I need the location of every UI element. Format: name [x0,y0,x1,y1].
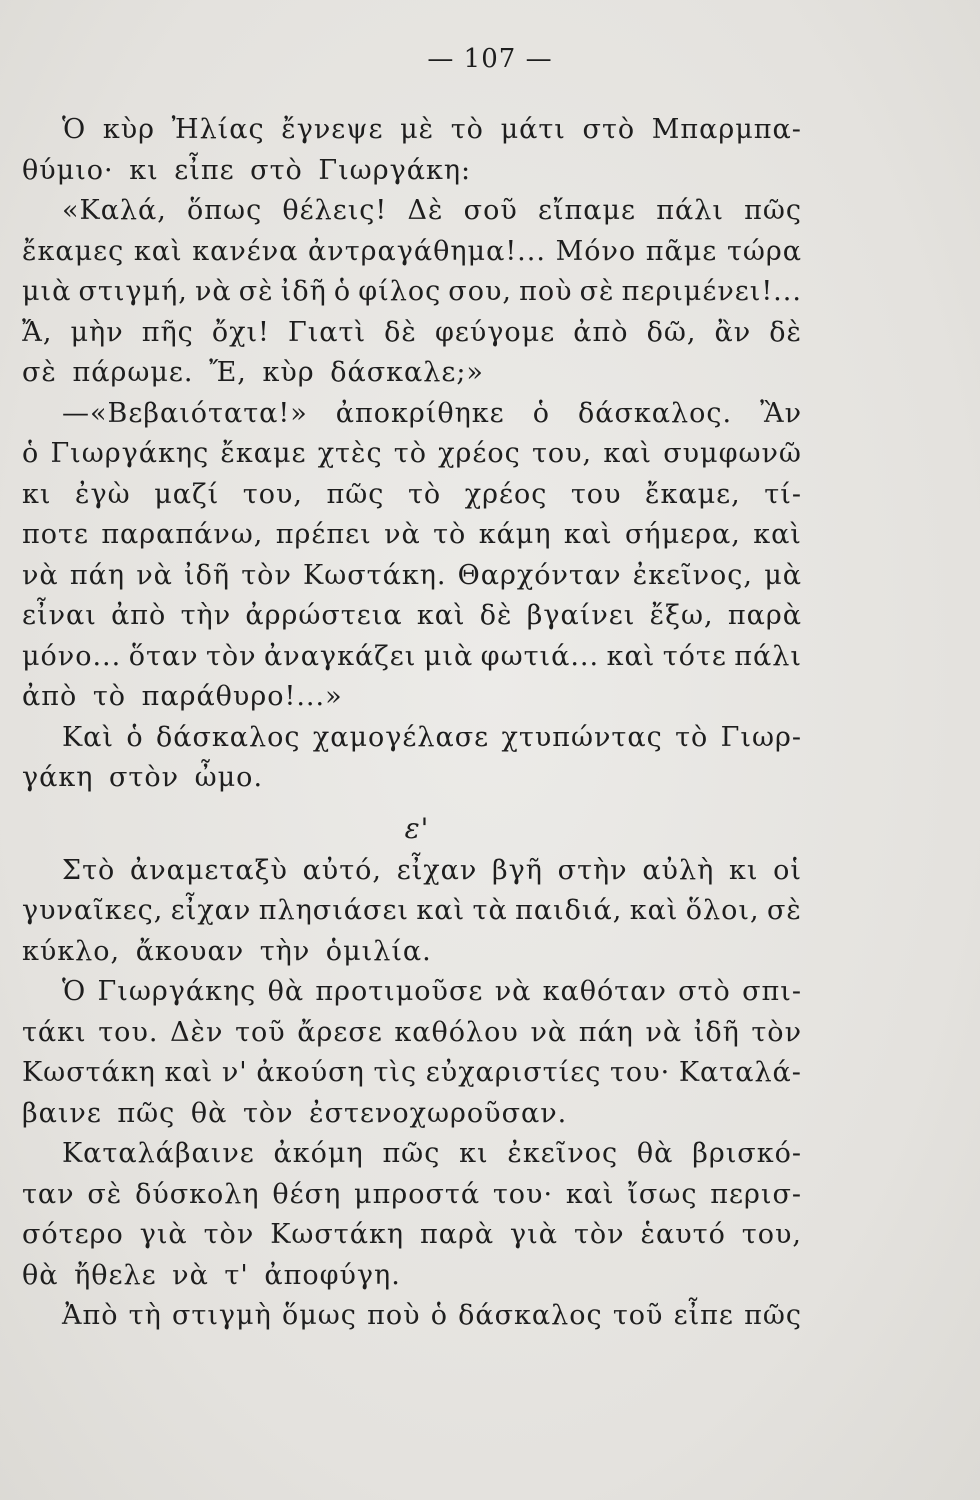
text-line: σότερο γιὰ τὸν Κωστάκη παρὰ γιὰ τὸν ἑαυτό του, [22,1219,802,1250]
text-line: «Καλά, ὅπως θέλεις! Δὲ σοῦ εἴπαμε πάλι πῶς [62,195,802,226]
paragraph-2 [22,191,802,394]
text-line: κύκλο, ἄκουαν τὴν ὁμιλία. [22,935,432,967]
paragraph-6 [22,972,802,1134]
text-line: βαινε πῶς θὰ τὸν ἐστενοχωροῦσαν. [22,1097,568,1129]
text-line: νὰ πάη νὰ ἰδῆ τὸν Κωστάκη. Θαρχόνταν ἐκεῖνος, μὰ [22,559,802,591]
paragraph-8 [22,1296,802,1337]
text-line: μόνο... ὅταν τὸν ἀναγκάζει μιὰ φωτιά... καὶ τότε πάλι [22,640,802,672]
text-line: ἔκαμες καὶ κανένα ἀντραγάθημα!... Μόνο πᾶμε τώρα [22,235,802,267]
paragraph-5 [22,851,802,973]
text-line: Ἀπὸ τὴ στιγμὴ ὅμως ποὺ ὁ δάσκαλος τοῦ εἶπε πῶς [62,1300,802,1331]
text-line: σὲ πάρωμε. Ἔ, κὺρ δάσκαλε;» [22,357,484,388]
paragraph-4 [22,718,802,799]
text-line: θύμιο· κι εἶπε στὸ Γιωργάκη: [22,154,472,186]
text-line: ποτε παραπάνω, πρέπει νὰ τὸ κάμη καὶ σήμερα, καὶ [22,519,802,550]
text-line: Ὁ κὺρ Ἠλίας ἔγνεψε μὲ τὸ μάτι στὸ Μπαρμπα- [62,114,802,145]
text-line: Καὶ ὁ δάσκαλος χαμογέλασε χτυπώντας τὸ Γιωρ- [62,721,802,753]
text-line: Καταλάβαινε ἀκόμη πῶς κι ἐκεῖνος θὰ βρισκό- [62,1138,802,1169]
text-line: —«Βεβαιότατα!» ἀποκρίθηκε ὁ δάσκαλος. Ἂν [62,397,802,429]
text-line: Ἄ, μὴν πῆς ὄχι! Γιατὶ δὲ φεύγομε ἀπὸ δῶ, ἂν δὲ [22,316,802,348]
text-line: γάκη στὸν ὦμο. [22,762,264,793]
text-line: εἶναι ἀπὸ τὴν ἀρρώστεια καὶ δὲ βγαίνει ἔξω, παρὰ [22,600,802,631]
text-line: Κωστάκη καὶ ν' ἀκούση τὶς εὐχαριστίες του· Καταλά- [22,1057,802,1088]
text-line: ὁ Γιωργάκης ἔκαμε χτὲς τὸ χρέος του, καὶ συμφωνῶ [22,438,802,469]
text-line: Ὁ Γιωργάκης θὰ προτιμοῦσε νὰ καθόταν στὸ σπι- [62,976,802,1007]
text-line: τάκι του. Δὲν τοῦ ἄρεσε καθόλου νὰ πάη νὰ ἰδῆ τὸν [22,1016,802,1048]
text-line: θὰ ἤθελε νὰ τ' ἀποφύγη. [22,1259,401,1291]
paragraph-3 [22,394,802,718]
page-number: — 107 — [427,44,553,74]
page-text [22,110,802,1337]
text-line: μιὰ στιγμή, νὰ σὲ ἰδῆ ὁ φίλος σου, ποὺ σὲ περιμένει!... [22,276,802,307]
text-line: ἀπὸ τὸ παράθυρο!...» [22,681,343,712]
paragraph-7 [22,1134,802,1296]
text-line: ταν σὲ δύσκολη θέση μπροστά του· καὶ ἴσως περισ- [22,1178,802,1210]
text-line: Στὸ ἀναμεταξὺ αὐτό, εἶχαν βγῆ στὴν αὐλὴ κι οἱ [62,854,802,886]
paragraph-1 [22,110,802,191]
text-line: κι ἐγὼ μαζί του, πῶς τὸ χρέος του ἔκαμε, τί- [22,478,802,510]
section-heading: ε' [404,811,430,845]
text-line: γυναῖκες, εἶχαν πλησιάσει καὶ τὰ παιδιά, καὶ ὅλοι, σὲ [22,895,802,926]
